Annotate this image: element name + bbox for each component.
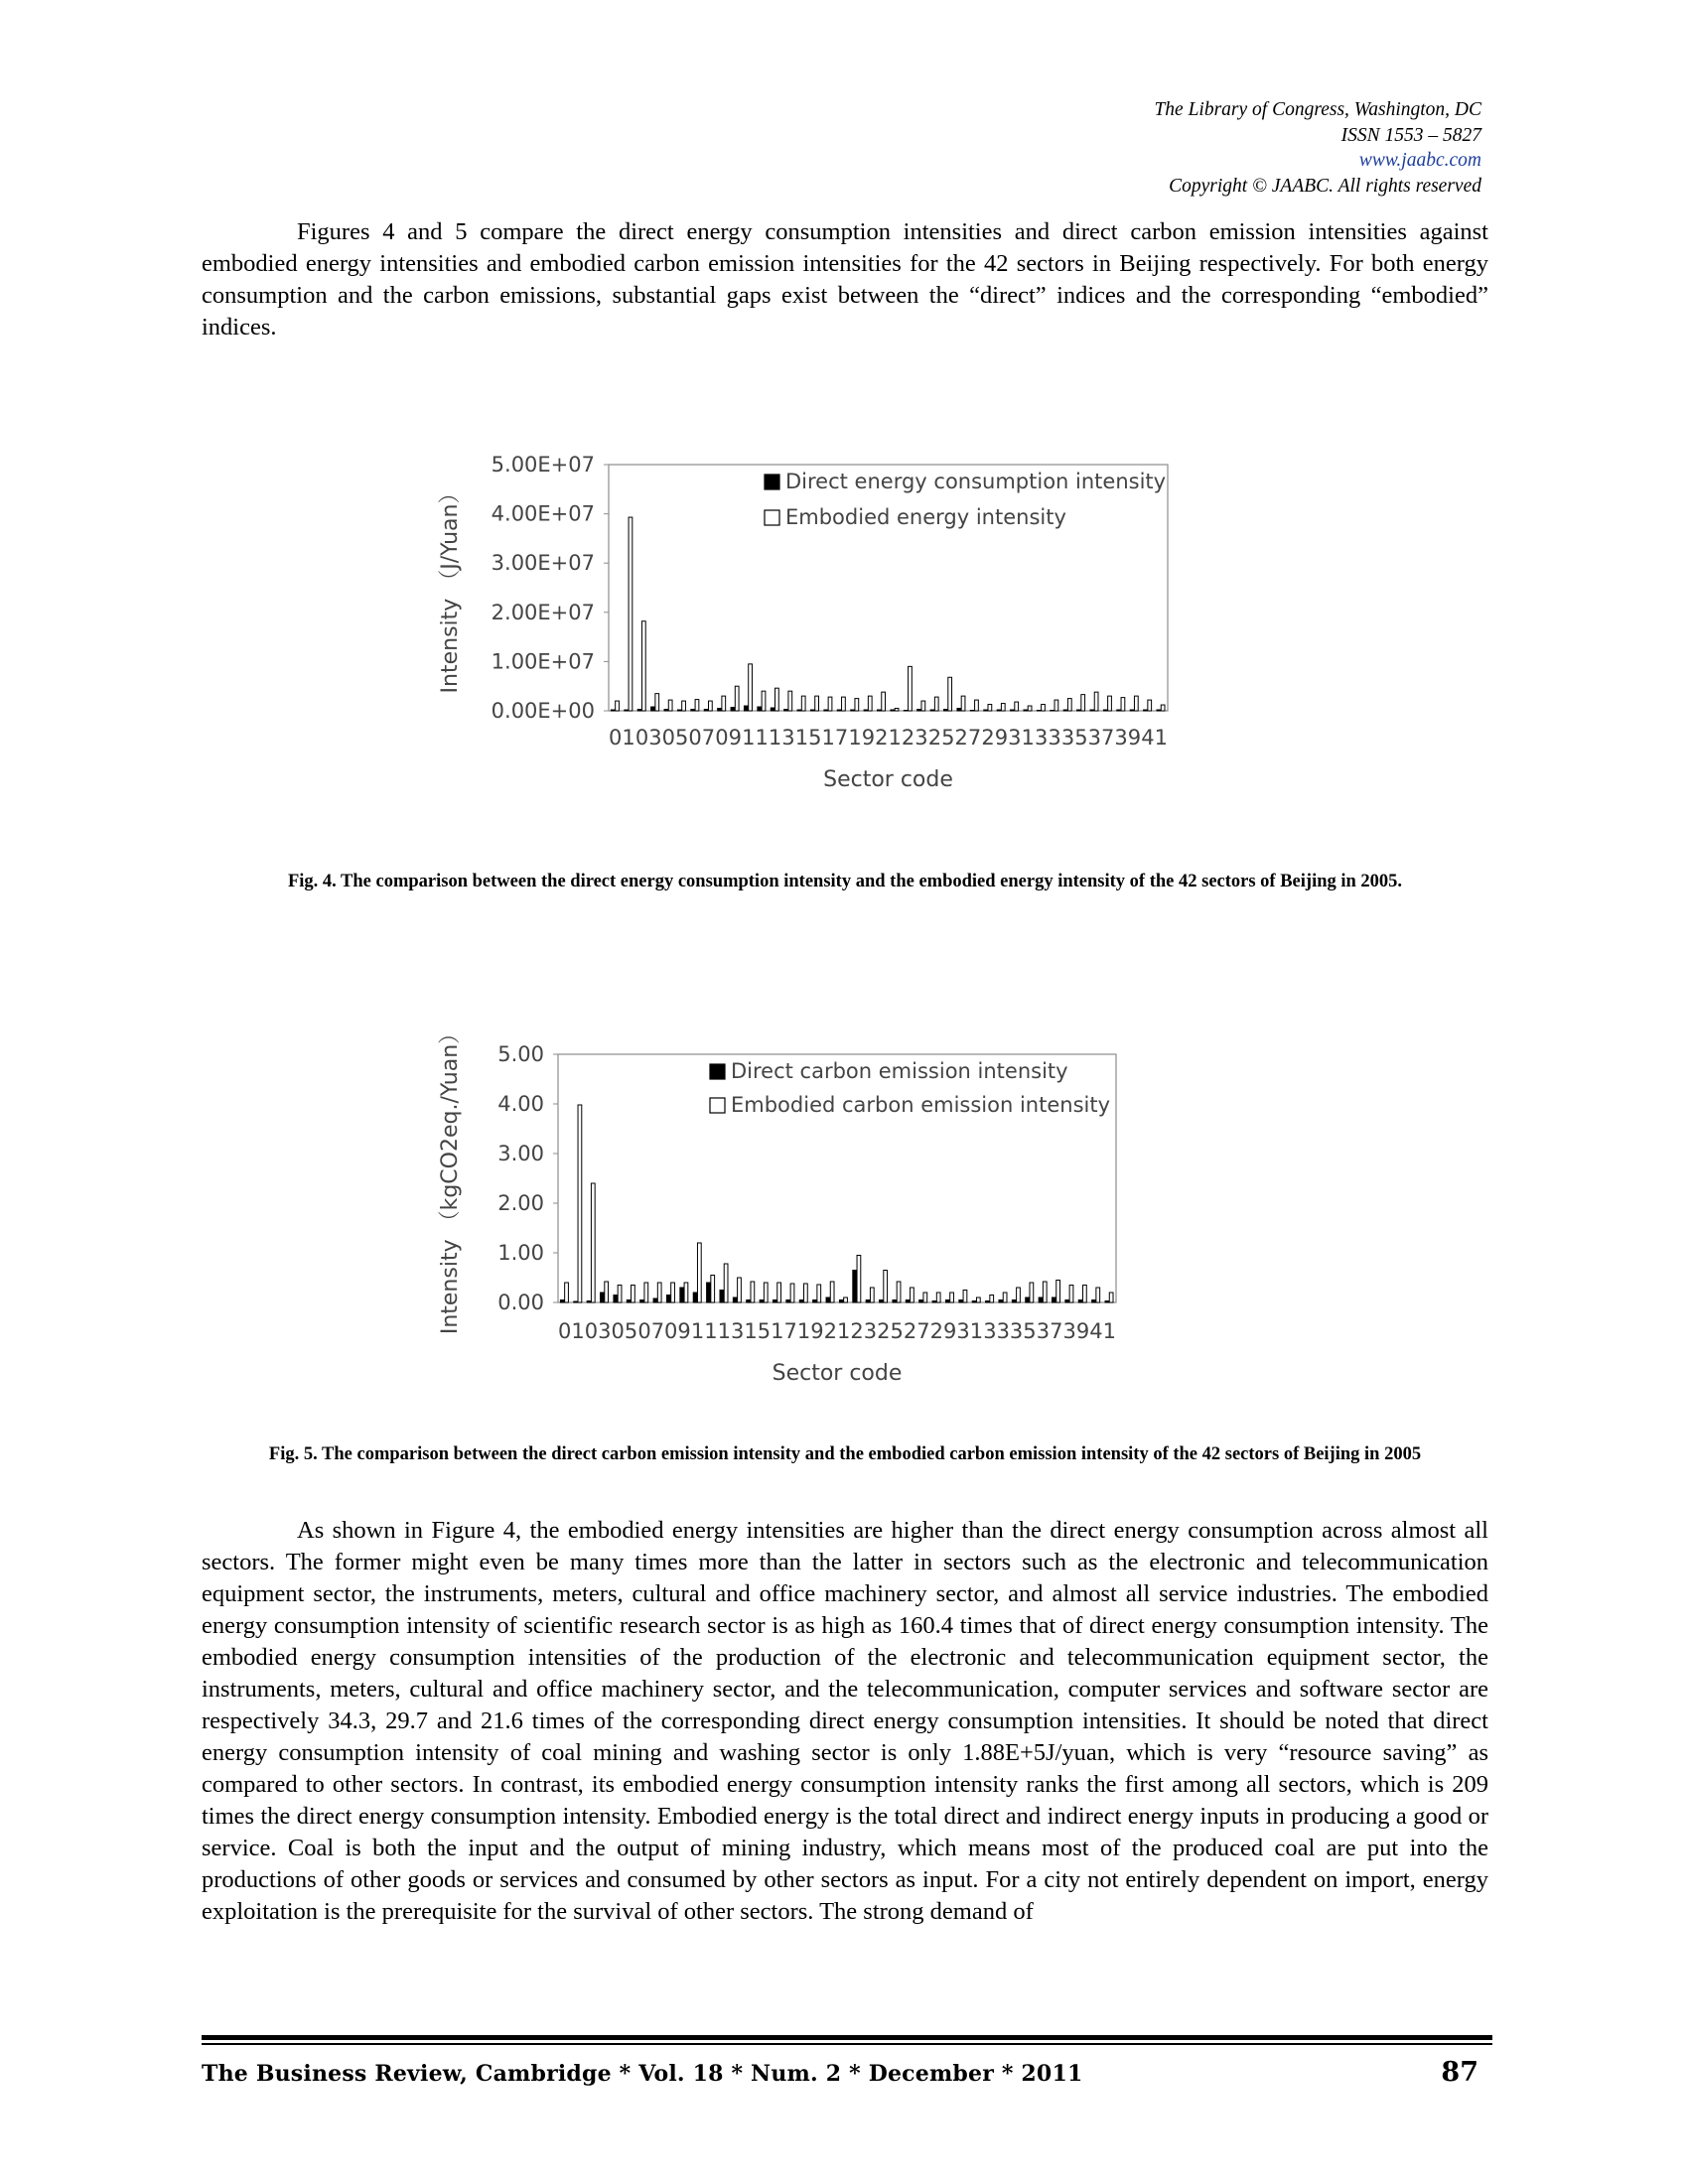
bar-direct [999, 1300, 1003, 1303]
y-tick-label: 0.00 [497, 1291, 544, 1314]
bar-embodied [671, 1283, 675, 1302]
x-tick-label: 31 [1008, 726, 1035, 750]
bar-direct [707, 1283, 711, 1302]
x-tick-label: 35 [1009, 1319, 1037, 1343]
intro-paragraph-text: Figures 4 and 5 compare the direct energy consumption intensities and direct carbon emission intensities against embodied energy intensities and embodied carbon emission intensities for the 42 sectors in Beijing respectively. For both energy consumption and the carbon emissions, substantial gaps exist between the “direct” indices and the corresponding “embodied” indices. [202, 218, 1488, 341]
bar-embodied [790, 1284, 794, 1302]
bar-direct [1012, 1300, 1016, 1303]
y-tick-label: 0.00E+00 [491, 699, 595, 723]
x-tick-label: 37 [1087, 726, 1115, 750]
header-line-2: ISSN 1553 – 5827 [1340, 124, 1481, 146]
bar-direct [957, 709, 961, 711]
y-tick-label: 1.00E+07 [491, 649, 595, 674]
bar-direct [797, 710, 801, 711]
bar-embodied [1109, 1293, 1113, 1302]
x-tick-label: 29 [929, 1319, 957, 1343]
bar-embodied [1148, 700, 1152, 711]
bar-direct [1090, 710, 1094, 711]
bar-embodied [655, 694, 659, 711]
x-tick-label: 25 [927, 726, 955, 750]
bar-direct [1077, 710, 1081, 711]
bar-direct [731, 708, 735, 711]
figure-5 [427, 1023, 1281, 1420]
bar-direct [1063, 710, 1067, 711]
bar-embodied [1096, 1288, 1100, 1302]
bar-direct [627, 1300, 631, 1303]
y-tick-label: 2.00E+07 [491, 600, 595, 624]
x-tick-label: 41 [1089, 1319, 1116, 1343]
bar-direct [664, 710, 668, 711]
legend-swatch [765, 475, 779, 489]
bar-embodied [1161, 705, 1165, 711]
bar-embodied [882, 692, 886, 711]
y-tick-label: 1.00 [497, 1241, 544, 1265]
bar-direct [891, 710, 895, 711]
bar-direct [986, 1301, 990, 1303]
bar-embodied [923, 1293, 927, 1302]
bar-direct [917, 710, 921, 711]
figure-4 [427, 437, 1281, 814]
intro-paragraph [202, 216, 1488, 343]
x-tick-label: 27 [954, 726, 982, 750]
bar-embodied [764, 1283, 768, 1302]
fig5-caption: Fig. 5. The comparison between the direct carbon emission intensity and the embodied carbon emission intensity of the 42 sectors of Beijing in 2005 [268, 1444, 1422, 1464]
x-tick-label: 03 [634, 726, 662, 750]
bar-direct [1092, 1300, 1096, 1303]
bar-direct [932, 1301, 936, 1303]
x-tick-label: 13 [768, 726, 795, 750]
bar-embodied [842, 697, 846, 711]
bar-embodied [788, 691, 792, 711]
x-tick-label: 19 [848, 726, 876, 750]
bar-direct [813, 1300, 817, 1303]
bar-direct [601, 1293, 605, 1302]
bar-embodied [817, 1285, 821, 1302]
bar-direct [1103, 710, 1107, 711]
bar-direct [758, 707, 762, 711]
bar-direct [1065, 1300, 1069, 1303]
bar-embodied [1017, 1288, 1021, 1302]
legend-swatch [710, 1064, 725, 1079]
bar-embodied [976, 1297, 980, 1302]
bar-embodied [644, 1283, 648, 1302]
bar-embodied [844, 1297, 848, 1302]
legend-swatch [710, 1098, 725, 1113]
bar-direct [720, 1291, 724, 1303]
bar-embodied [641, 621, 645, 711]
bar-embodied [897, 1282, 901, 1302]
bar-embodied [632, 1286, 635, 1303]
bar-embodied [975, 700, 979, 711]
bar-embodied [738, 1278, 742, 1302]
bar-embodied [777, 1283, 781, 1302]
y-axis-label: Intensity （J/Yuan） [438, 481, 463, 694]
bar-direct [733, 1297, 737, 1302]
bar-embodied [1134, 696, 1138, 711]
bar-direct [984, 710, 988, 711]
bar-direct [1037, 711, 1041, 712]
x-tick-label: 33 [1035, 726, 1061, 750]
bar-embodied [804, 1284, 808, 1302]
bar-direct [747, 1300, 751, 1303]
bar-embodied [1094, 692, 1098, 711]
bar-direct [1105, 1301, 1109, 1303]
bar-direct [760, 1300, 764, 1303]
x-tick-label: 27 [903, 1319, 930, 1343]
x-tick-label: 13 [717, 1319, 745, 1343]
fig4-chart [427, 437, 1281, 814]
bar-direct [904, 711, 908, 712]
bar-embodied [1108, 696, 1112, 711]
bar-embodied [1028, 706, 1032, 711]
x-tick-label: 23 [850, 1319, 878, 1343]
x-tick-label: 05 [611, 1319, 638, 1343]
bar-direct [944, 710, 948, 711]
x-tick-label: 25 [877, 1319, 904, 1343]
bar-embodied [565, 1283, 569, 1302]
bar-direct [864, 710, 868, 711]
x-tick-label: 21 [823, 1319, 851, 1343]
bar-direct [1130, 710, 1134, 711]
bar-embodied [682, 701, 686, 711]
bar-direct [906, 1300, 910, 1303]
bar-direct [837, 710, 841, 711]
x-tick-label: 17 [821, 726, 849, 750]
fig4-caption: Fig. 4. The comparison between the direct energy consumption intensity and the embodied energy intensity of the 42 sectors of Beijing in 2005. [287, 872, 1403, 891]
bar-embodied [618, 1286, 622, 1303]
page-number: 87 [1441, 2057, 1478, 2088]
bar-direct [1157, 710, 1161, 711]
bar-direct [1053, 1297, 1056, 1302]
x-tick-label: 01 [558, 1319, 585, 1343]
bar-embodied [801, 696, 805, 711]
bar-embodied [762, 691, 766, 711]
bar-direct [1051, 711, 1055, 712]
bar-direct [574, 1301, 578, 1302]
footer-rule-thick [202, 2035, 1492, 2040]
bar-embodied [884, 1271, 888, 1303]
bar-embodied [934, 697, 938, 711]
header-copyright: Copyright © JAABC. All rights reserved [1169, 175, 1481, 197]
x-tick-label: 23 [901, 726, 928, 750]
bar-embodied [1042, 705, 1046, 711]
bar-embodied [684, 1283, 688, 1302]
bar-direct [930, 710, 934, 711]
legend-label: Embodied carbon emission intensity [731, 1093, 1111, 1117]
x-tick-label: 15 [794, 726, 822, 750]
bar-embodied [1015, 702, 1019, 711]
bar-direct [693, 1293, 697, 1302]
bar-direct [945, 1300, 949, 1303]
bar-direct [614, 1296, 618, 1303]
x-tick-label: 07 [688, 726, 716, 750]
bar-direct [839, 1300, 843, 1303]
body-paragraph [202, 1515, 1488, 1928]
bar-direct [637, 710, 641, 711]
bar-embodied [668, 700, 672, 711]
bar-direct [893, 1300, 897, 1303]
bar-embodied [909, 666, 913, 711]
body-paragraph-text: As shown in Figure 4, the embodied energy intensities are higher than the direct energy consumption across almost all sectors. The former might even be many times more than the latter in sectors such as the electronic and telecommunication equipment sector, the instruments, meters, cultural and office machinery sector, and almost all service industries. The embodied energy consumption intensity of scientific research sector is as high as 160.4 times that of direct energy consumption intensity. The embodied energy consumption intensities of the production of the electronic and telecommunication equipment sector, the instruments, meters, cultural and office machinery sector, and the telecommunication, computer services and software sector are respectively 34.3, 29.7 and 21.6 times of the corresponding direct energy consumption intensities. It should be noted that direct energy consumption intensity of coal mining and washing sector is only 1.88E+5J/yuan, which is very “resource saving” as compared to other sectors. In contrast, its embodied energy consumption intensity ranks the first among all sectors, which is 209 times the direct energy consumption intensity. Embodied energy is the total direct and indirect energy inputs in producing a good or service. Coal is both the input and the output of mining industry, which means most of the produced coal are put into the productions of other goods or services and consumed by other sectors as input. For a city not entirely dependent on import, energy exploitation is the prerequisite for the survival of other sectors. The strong demand of [202, 1517, 1488, 1925]
bar-embodied [815, 696, 819, 711]
bar-embodied [695, 700, 699, 711]
x-tick-label: 01 [609, 726, 635, 750]
x-tick-label: 19 [796, 1319, 824, 1343]
x-tick-label: 15 [744, 1319, 772, 1343]
x-tick-label: 17 [771, 1319, 797, 1343]
bar-embodied [616, 701, 620, 711]
x-tick-label: 35 [1060, 726, 1088, 750]
plot-area-frame [558, 1054, 1116, 1302]
bar-direct [704, 710, 708, 711]
bar-embodied [749, 664, 753, 711]
x-tick-label: 05 [661, 726, 689, 750]
bar-direct [878, 710, 882, 711]
bar-direct [666, 1296, 670, 1303]
bar-embodied [1030, 1283, 1034, 1302]
y-tick-label: 5.00 [497, 1042, 544, 1066]
bar-direct [774, 1300, 777, 1303]
bar-direct [1011, 710, 1015, 711]
bar-direct [1144, 710, 1148, 711]
x-tick-label: 03 [584, 1319, 612, 1343]
bar-embodied [657, 1283, 661, 1302]
legend-label: Direct energy consumption intensity [785, 470, 1167, 493]
bar-embodied [591, 1183, 595, 1302]
bar-embodied [1056, 1281, 1060, 1303]
bar-direct [677, 710, 681, 711]
bar-embodied [697, 1243, 701, 1302]
x-tick-label: 07 [637, 1319, 665, 1343]
bar-direct [972, 1301, 976, 1303]
bar-direct [997, 710, 1001, 711]
bar-embodied [1043, 1282, 1047, 1302]
bar-embodied [709, 701, 713, 711]
bar-embodied [911, 1288, 914, 1302]
bar-direct [880, 1300, 884, 1303]
bar-direct [1039, 1297, 1043, 1302]
footer-rule-thin [202, 2043, 1492, 2045]
bar-embodied [830, 1282, 834, 1302]
bar-direct [919, 1300, 923, 1303]
bar-embodied [1003, 1293, 1007, 1302]
bar-embodied [605, 1282, 609, 1302]
bar-direct [718, 709, 722, 711]
bar-embodied [1083, 1286, 1087, 1303]
footer-journal: The Business Review, Cambridge * Vol. 18 * Num. 2 * December * 2011 [202, 2061, 1083, 2087]
bar-direct [653, 1298, 657, 1302]
bar-embodied [936, 1293, 940, 1302]
bar-direct [651, 707, 655, 711]
bar-direct [587, 1301, 591, 1303]
bar-embodied [961, 696, 965, 711]
bar-embodied [1121, 698, 1125, 711]
bar-direct [771, 708, 774, 711]
bar-embodied [828, 697, 832, 711]
bar-embodied [948, 677, 952, 711]
x-tick-label: 37 [1036, 1319, 1063, 1343]
x-tick-label: 09 [664, 1319, 691, 1343]
bar-direct [1024, 710, 1028, 711]
bar-embodied [775, 688, 779, 711]
bar-embodied [963, 1291, 967, 1303]
legend-label: Direct carbon emission intensity [731, 1059, 1068, 1083]
bar-embodied [857, 1256, 861, 1303]
bar-embodied [988, 705, 992, 711]
bar-embodied [724, 1264, 728, 1302]
x-tick-label: 29 [981, 726, 1009, 750]
x-tick-label: 31 [956, 1319, 984, 1343]
x-axis-label: Sector code [772, 1361, 903, 1386]
header-line-1: The Library of Congress, Washington, DC [1154, 99, 1481, 120]
y-tick-label: 4.00 [497, 1092, 544, 1116]
plot-area-frame [609, 465, 1168, 711]
bar-direct [784, 710, 788, 711]
bar-direct [866, 1300, 870, 1303]
fig5-chart [427, 1023, 1281, 1420]
x-axis-label: Sector code [823, 767, 953, 792]
journal-header [1154, 97, 1481, 199]
bar-embodied [1055, 700, 1058, 711]
legend-swatch [765, 510, 779, 525]
bar-direct [853, 1271, 857, 1303]
legend-label: Embodied energy intensity [785, 505, 1066, 529]
bar-direct [680, 1288, 684, 1302]
y-tick-label: 3.00E+07 [491, 551, 595, 576]
x-tick-label: 39 [1114, 726, 1142, 750]
header-url-link[interactable]: www.jaabc.com [1358, 150, 1481, 171]
bar-direct [824, 710, 828, 711]
bar-embodied [895, 709, 899, 711]
bar-embodied [629, 517, 633, 711]
bar-embodied [921, 701, 925, 711]
x-tick-label: 09 [715, 726, 742, 750]
bar-direct [970, 711, 974, 712]
bar-embodied [735, 686, 739, 711]
x-tick-label: 41 [1141, 726, 1168, 750]
bar-embodied [751, 1282, 755, 1302]
bar-embodied [990, 1296, 994, 1303]
y-tick-label: 2.00 [497, 1191, 544, 1215]
bar-embodied [950, 1293, 954, 1302]
bar-direct [691, 710, 695, 711]
bar-embodied [1081, 695, 1085, 711]
bar-direct [611, 710, 615, 711]
bar-embodied [1067, 699, 1071, 711]
bar-embodied [868, 696, 872, 711]
x-tick-label: 33 [983, 1319, 1010, 1343]
bar-direct [810, 710, 814, 711]
bar-direct [1117, 710, 1121, 711]
bar-direct [744, 706, 748, 711]
y-tick-label: 5.00E+07 [491, 453, 595, 477]
y-tick-label: 4.00E+07 [491, 501, 595, 526]
bar-direct [560, 1300, 564, 1303]
bar-direct [851, 710, 855, 711]
y-axis-label: Intensity （kgCO2eq./Yuan） [438, 1023, 463, 1335]
bar-embodied [1001, 704, 1005, 711]
bar-direct [786, 1300, 790, 1303]
bar-embodied [722, 696, 726, 711]
x-tick-label: 39 [1062, 1319, 1090, 1343]
bar-embodied [578, 1105, 582, 1302]
x-tick-label: 21 [875, 726, 902, 750]
y-tick-label: 3.00 [497, 1142, 544, 1165]
x-tick-label: 11 [690, 1319, 718, 1343]
bar-direct [625, 710, 629, 711]
bar-embodied [855, 699, 859, 711]
bar-direct [799, 1300, 803, 1303]
x-tick-label: 11 [742, 726, 769, 750]
bar-embodied [711, 1276, 715, 1303]
bar-direct [1078, 1300, 1082, 1303]
bar-embodied [870, 1288, 874, 1302]
bar-embodied [1069, 1286, 1073, 1303]
bar-direct [640, 1300, 644, 1303]
bar-direct [1026, 1297, 1030, 1302]
bar-direct [826, 1297, 830, 1302]
bar-direct [959, 1300, 963, 1303]
